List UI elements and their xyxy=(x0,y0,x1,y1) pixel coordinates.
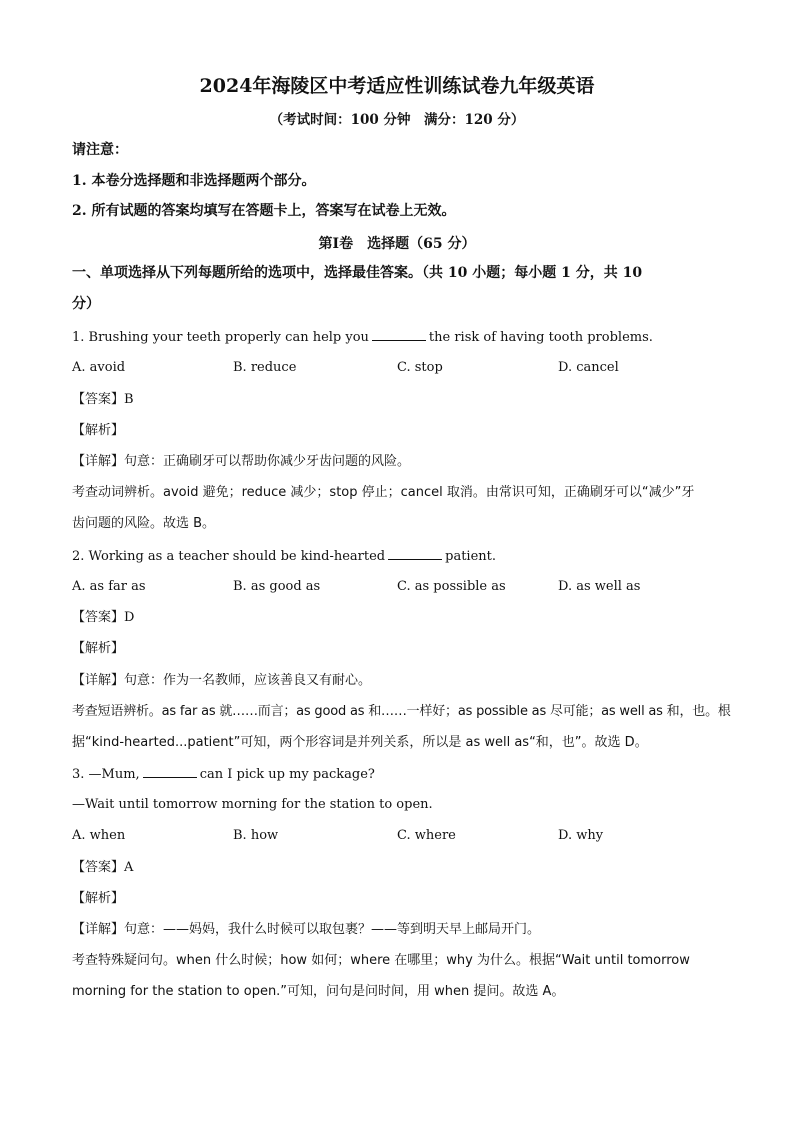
part-instruction-line-1: 一、单项选择从下列每题所给的选项中，选择最佳答案。（共 10 小题；每小题 1 分，共 10 xyxy=(72,265,643,281)
question-3-blank xyxy=(143,765,197,778)
question-2-blank xyxy=(388,547,442,560)
question-3-answer-value: A xyxy=(124,860,134,875)
question-1-stem-after: the risk of having tooth problems. xyxy=(428,330,653,345)
exam-subtitle: （考试时间：100 分钟 满分：120 分） xyxy=(269,112,525,128)
answer-label: 【答案】 xyxy=(72,860,125,875)
question-1-detail xyxy=(72,453,410,471)
question-3-detail xyxy=(72,921,540,939)
question-1-explanation-line-1: 考查动词辨析。avoid 避免；reduce 减少；stop 停止；cancel 取消。由常识可知，正确刷牙可以“减少”牙 xyxy=(72,485,695,500)
question-1-stem-before: 1. Brushing your teeth properly can help you xyxy=(72,330,369,345)
part-instruction-line-2: 分） xyxy=(72,296,100,312)
question-2-stem-after: patient. xyxy=(445,549,497,564)
question-1-option-c: C. stop xyxy=(397,360,443,375)
question-2-option-d: D. as well as xyxy=(558,579,641,594)
question-1-explanation-line-2: 齿问题的风险。故选 B。 xyxy=(72,516,216,531)
answer-label: 【答案】 xyxy=(72,610,125,625)
question-1-stem xyxy=(72,328,653,347)
notice-item-1: 1. 本卷分选择题和非选择题两个部分。 xyxy=(72,173,316,189)
question-2-explanation-line-2: 据“kind-hearted...patient”可知，两个形容词是并列关系，所以是 as well as“和，也”。故选 D。 xyxy=(72,735,648,750)
question-2-stem xyxy=(72,547,496,566)
question-3-option-d: D. why xyxy=(558,828,604,843)
question-3-explanation-line-2: morning for the station to open.”可知，问句是问时间，用 when 提问。故选 A。 xyxy=(72,984,565,999)
question-3-answer xyxy=(72,859,133,877)
question-1-answer-value: B xyxy=(124,392,134,407)
question-3-stem xyxy=(72,765,375,784)
question-3-explanation-line-1: 考查特殊疑问句。when 什么时候；how 如何；where 在哪里；why 为什么。根据“Wait until tomorrow xyxy=(72,953,690,968)
question-2-explanation-line-1: 考查短语辨析。as far as 就……而言；as good as 和……一样好；as possible as 尽可能；as well as 和，也。根 xyxy=(72,704,731,719)
question-1-analysis-label: 【解析】 xyxy=(72,423,125,438)
exam-title: 2024年海陵区中考适应性训练试卷九年级英语 xyxy=(199,75,595,97)
question-1-option-a: A. avoid xyxy=(72,360,126,375)
question-2-analysis-label: 【解析】 xyxy=(72,641,125,656)
question-1-option-b: B. reduce xyxy=(233,360,297,375)
question-1-option-d: D. cancel xyxy=(558,360,619,375)
question-3-option-c: C. where xyxy=(397,828,456,843)
question-3-stem-before: 3. —Mum, xyxy=(72,767,140,782)
question-2-detail-text: 句意：作为一名教师，应该善良又有耐心。 xyxy=(124,673,372,688)
question-1-answer xyxy=(72,391,134,409)
question-3-stem-line-2: —Wait until tomorrow morning for the station to open. xyxy=(72,797,433,812)
question-1-detail-text: 句意：正确刷牙可以帮助你减少牙齿问题的风险。 xyxy=(124,454,411,469)
question-3-detail-text: 句意：——妈妈，我什么时候可以取包裹？——等到明天早上邮局开门。 xyxy=(124,922,541,937)
question-2-answer-value: D xyxy=(124,610,135,625)
notice-item-2: 2. 所有试题的答案均填写在答题卡上，答案写在试卷上无效。 xyxy=(72,203,456,219)
question-3-option-a: A. when xyxy=(72,828,126,843)
question-1-blank xyxy=(372,328,426,341)
question-2-answer xyxy=(72,609,134,627)
question-3-analysis-label: 【解析】 xyxy=(72,891,125,906)
question-2-option-c: C. as possible as xyxy=(397,579,506,594)
question-2-option-a: A. as far as xyxy=(72,579,146,594)
section-title: 第Ⅰ卷 选择题（65 分） xyxy=(318,236,476,252)
question-3-stem-after: can I pick up my package? xyxy=(199,767,375,782)
detail-label: 【详解】 xyxy=(72,922,125,937)
notice-heading: 请注意： xyxy=(72,142,128,158)
question-3-option-b: B. how xyxy=(233,828,279,843)
answer-label: 【答案】 xyxy=(72,392,125,407)
question-2-stem-before: 2. Working as a teacher should be kind-hearted xyxy=(72,549,386,564)
detail-label: 【详解】 xyxy=(72,454,125,469)
detail-label: 【详解】 xyxy=(72,673,125,688)
question-2-detail xyxy=(72,672,371,690)
question-2-option-b: B. as good as xyxy=(233,579,321,594)
